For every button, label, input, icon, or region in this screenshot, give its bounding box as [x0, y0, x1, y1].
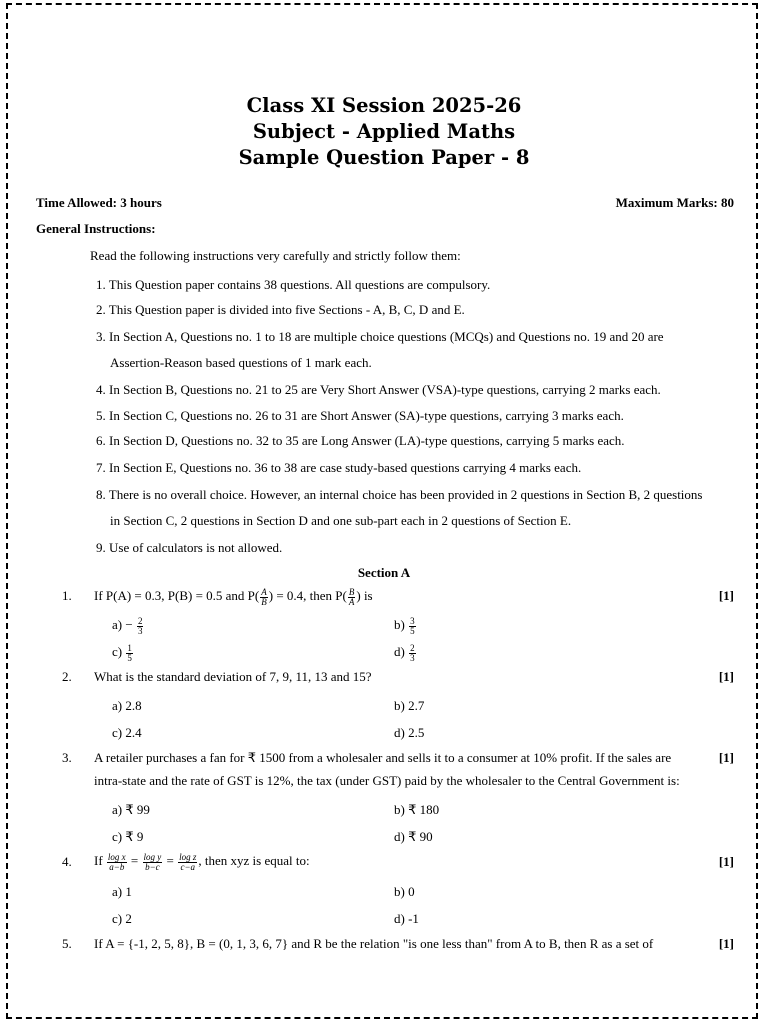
instructions-intro: Read the following instructions very carefully and strictly follow them:	[90, 248, 461, 263]
question-4-text: If $\frac{\text{log x}}{a-b}$ = $\frac{\text{log y}}{b-c}$ = $\frac{\text{log z}}{c-a}$ , then xyz is equal to:	[94, 851, 310, 872]
option-c: c) ₹ 9	[112, 829, 144, 844]
paper-title-sample: Sample Question Paper - 8	[238, 146, 530, 169]
option-a: a) − $\frac{2}{3}$	[112, 615, 143, 636]
question-1-text: If P(A) = 0.3, P(B) = 0.5 and P( $\frac{A}{B}$ ) = 0.4, then P( $\frac{B}{A}$ ) is	[94, 586, 373, 607]
question-marks: [1]	[718, 854, 734, 869]
option-c: c) $\frac{1}{5}$	[112, 642, 132, 663]
fraction-b-over-a: $\frac{B}{A}$	[348, 586, 355, 607]
option-a: a) ₹ 99	[112, 802, 150, 817]
fraction-a-over-b: $\frac{A}{B}$	[261, 586, 267, 607]
option-d: d) -1	[394, 911, 419, 926]
question-number: 3.	[62, 750, 72, 765]
question-marks: [1]	[718, 936, 734, 951]
instruction-item: 7. In Section E, Questions no. 36 to 38 are case study-based questions carrying 4 marks each.	[96, 460, 582, 475]
option-a: a) 2.8	[112, 698, 142, 713]
instruction-item-continued: in Section C, 2 questions in Section D and one sub-part each in 2 questions of Section E.	[110, 513, 572, 528]
option-b: b) $\frac{3}{5}$	[394, 615, 415, 636]
option-a: a) 1	[112, 884, 132, 899]
instruction-item: 6. In Section D, Questions no. 32 to 35 are Long Answer (LA)-type questions, carrying 5 marks each.	[96, 433, 625, 448]
option-d: d) ₹ 90	[394, 829, 433, 844]
instruction-item: 4. In Section B, Questions no. 21 to 25 are Very Short Answer (VSA)-type questions, carrying 2 marks each.	[96, 382, 661, 397]
maximum-marks: Maximum Marks: 80	[615, 195, 734, 210]
question-number: 5.	[62, 936, 72, 951]
paper-title-class: Class XI Session 2025-26	[246, 94, 522, 117]
question-marks: [1]	[718, 588, 734, 603]
instruction-item: 5. In Section C, Questions no. 26 to 31 are Short Answer (SA)-type questions, carrying 3 marks each.	[96, 408, 624, 423]
instruction-item: 8. There is no overall choice. However, an internal choice has been provided in 2 questions in Section B, 2 questions	[96, 487, 703, 502]
question-2-text: What is the standard deviation of 7, 9, 11, 13 and 15?	[94, 669, 372, 684]
instruction-item: 1. This Question paper contains 38 questions. All questions are compulsory.	[96, 277, 491, 292]
instruction-item: 3. In Section A, Questions no. 1 to 18 are multiple choice questions (MCQs) and Questions no. 19 and 20 are	[96, 329, 664, 344]
question-marks: [1]	[718, 750, 734, 765]
question-number: 2.	[62, 669, 72, 684]
time-allowed: Time Allowed: 3 hours	[36, 195, 162, 210]
option-d: d) 2.5	[394, 725, 425, 740]
option-d: d) $\frac{2}{3}$	[394, 642, 415, 663]
question-3-text-line2: intra-state and the rate of GST is 12%, the tax (under GST) paid by the wholesaler to the Central Government is:	[94, 773, 680, 788]
question-3-text-line1: A retailer purchases a fan for ₹ 1500 from a wholesaler and sells it to a consumer at 10% profit. If the sales are	[94, 750, 672, 765]
section-a-title: Section A	[357, 565, 411, 580]
option-c: c) 2	[112, 911, 132, 926]
question-number: 1.	[62, 588, 72, 603]
instructions-heading: General Instructions:	[36, 221, 156, 236]
instruction-item: 2. This Question paper is divided into five Sections - A, B, C, D and E.	[96, 302, 465, 317]
question-number: 4.	[62, 854, 72, 869]
option-c: c) 2.4	[112, 725, 142, 740]
instruction-item-continued: Assertion-Reason based questions of 1 mark each.	[110, 355, 372, 370]
option-b: b) 2.7	[394, 698, 425, 713]
instruction-item: 9. Use of calculators is not allowed.	[96, 540, 283, 555]
question-5-text: If A = {-1, 2, 5, 8}, B = (0, 1, 3, 6, 7} and R be the relation "is one less than" from A to B, then R as a set of	[94, 936, 654, 951]
option-b: b) 0	[394, 884, 415, 899]
paper-title-subject: Subject - Applied Maths	[252, 120, 516, 143]
question-marks: [1]	[718, 669, 734, 684]
option-b: b) ₹ 180	[394, 802, 440, 817]
